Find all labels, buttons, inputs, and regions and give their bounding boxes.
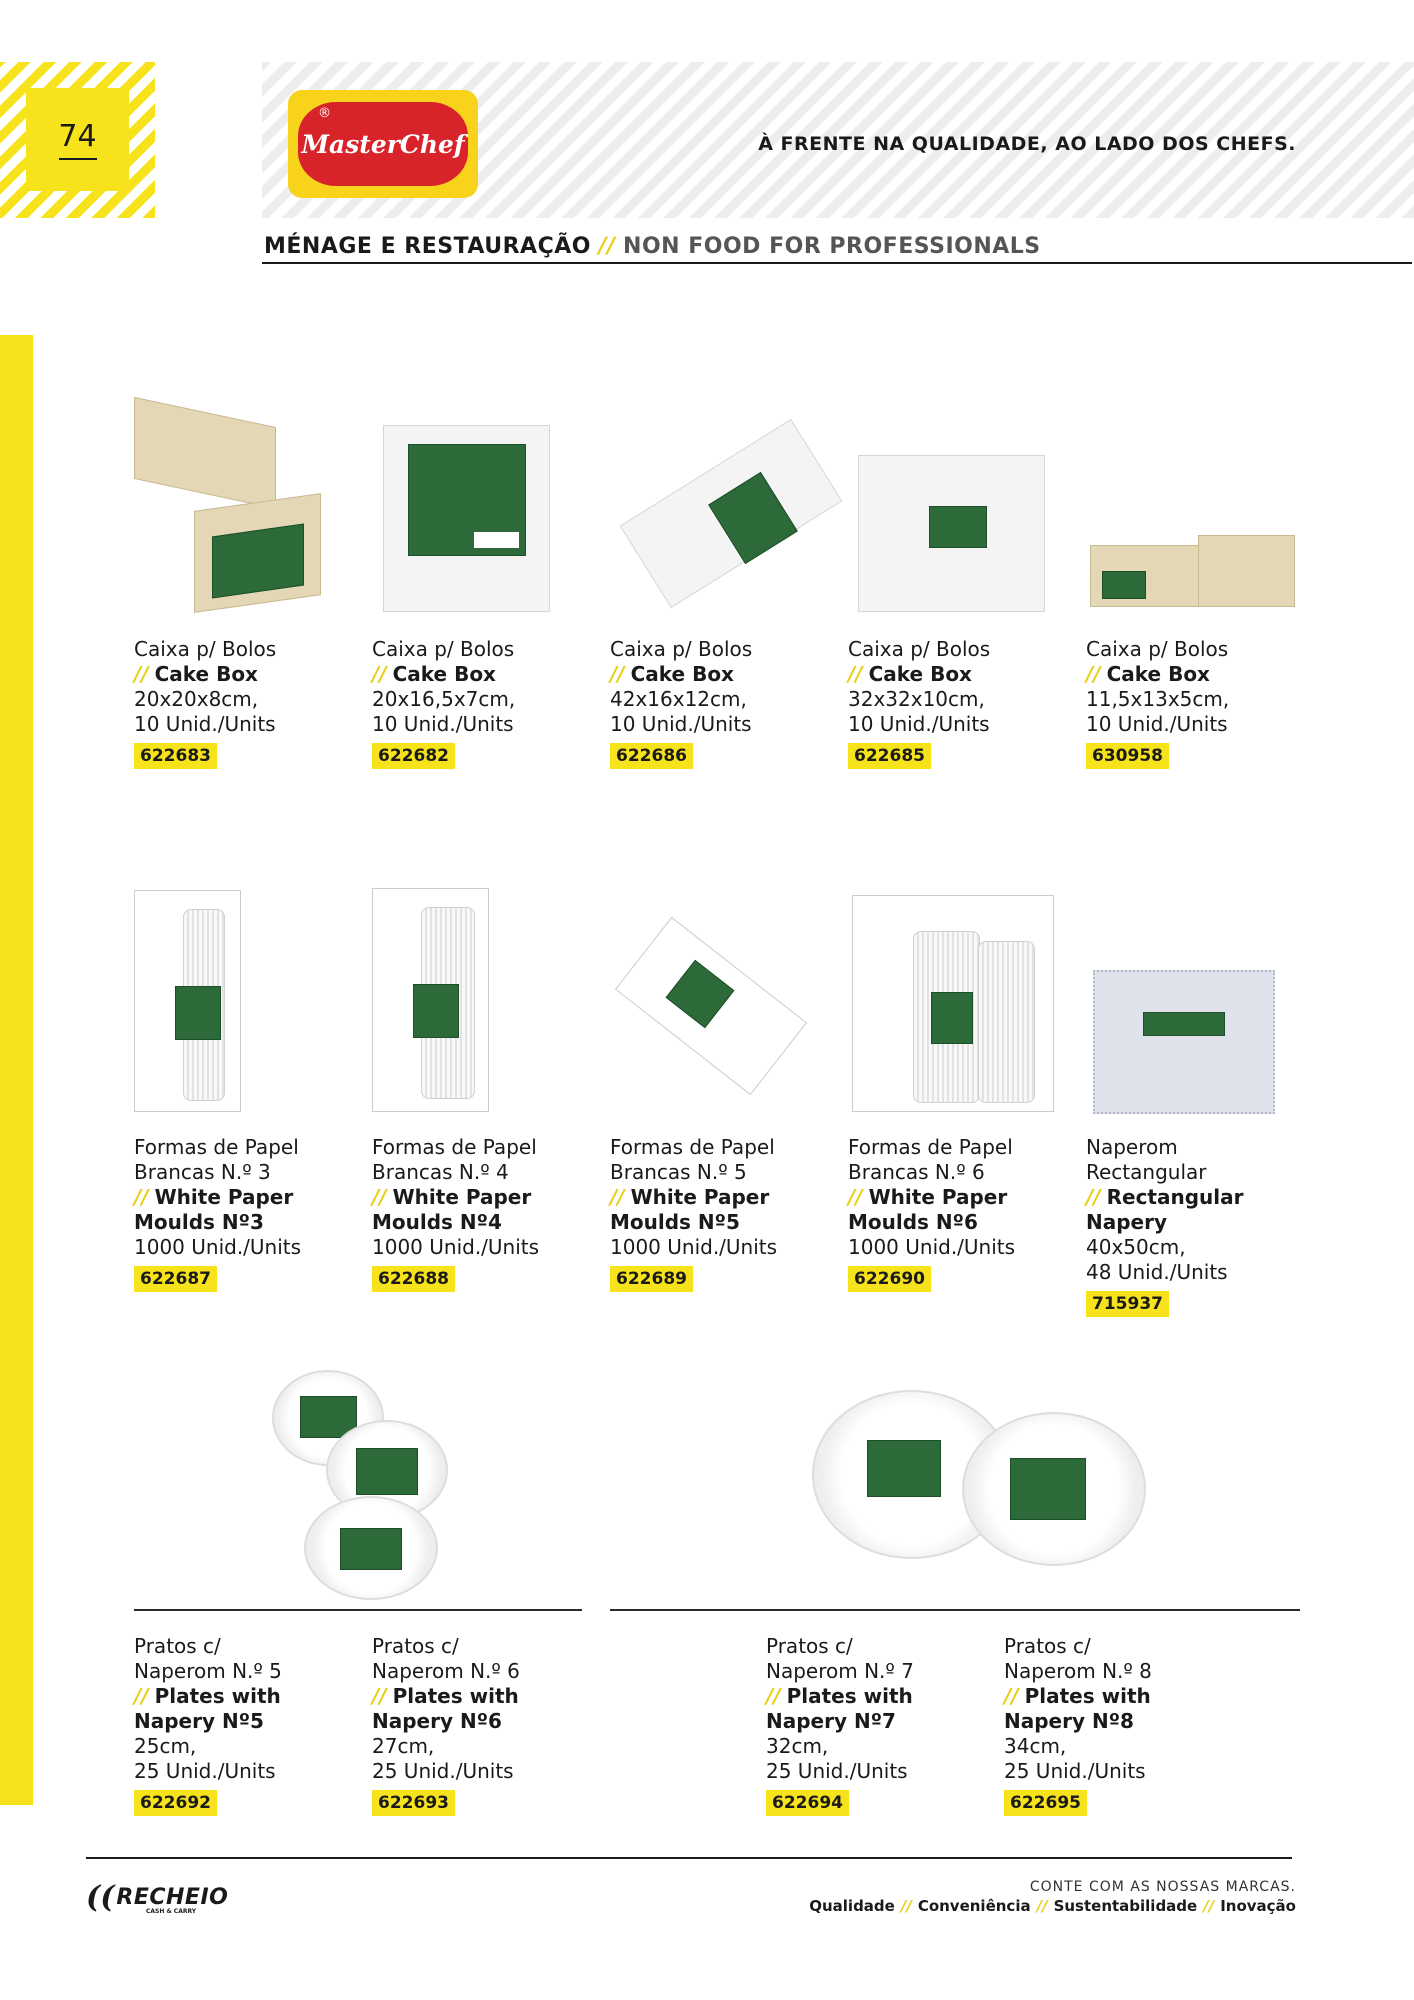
recheio-logo-text: RECHEIO [116, 1885, 229, 1910]
product-name-pt: Naperom N.º 8 [1004, 1659, 1152, 1683]
product-image-white-moulds-5 [605, 920, 800, 1110]
product-name-en: White Paper [868, 1185, 1008, 1209]
value-innovation: Inovação [1220, 1897, 1296, 1915]
value-sustainability: Sustentabilidade [1053, 1897, 1198, 1915]
product-units: 1000 Unid./Units [134, 1235, 302, 1259]
footer-values: Qualidade // Conveniência // Sustentabilidade // Inovação [809, 1897, 1296, 1915]
recheio-logo-sub: CASH & CARRY [146, 1908, 197, 1915]
footer-rule [86, 1857, 1292, 1859]
product-units: 25 Unid./Units [766, 1759, 908, 1783]
section-sub: NON FOOD FOR PROFESSIONALS [623, 234, 1041, 259]
product-size: 40x50cm, [1086, 1235, 1186, 1259]
product-code: 622687 [134, 1266, 217, 1292]
product-units: 25 Unid./Units [134, 1759, 276, 1783]
product-size: 32cm, [766, 1734, 829, 1758]
section-rule [262, 262, 1412, 264]
product-name-pt: Rectangular [1086, 1160, 1207, 1184]
product-622683: Caixa p/ Bolos // Cake Box 20x20x8cm, 10 Unid./Units 622683 [134, 637, 354, 769]
product-name-pt: Pratos c/ [372, 1634, 459, 1658]
product-code: 622685 [848, 743, 931, 769]
product-name-en: Plates with [786, 1684, 913, 1708]
product-code: 622688 [372, 1266, 455, 1292]
product-name-pt: Pratos c/ [766, 1634, 853, 1658]
product-image-cake-box-32x32 [858, 455, 1045, 612]
product-name-pt: Brancas N.º 3 [134, 1160, 271, 1184]
product-622686: Caixa p/ Bolos // Cake Box 42x16x12cm, 10 Unid./Units 622686 [610, 637, 830, 769]
product-name-pt: Brancas N.º 6 [848, 1160, 985, 1184]
page-number-badge [0, 62, 155, 218]
product-622690: Formas de Papel Brancas N.º 6 // White Paper Moulds Nº6 1000 Unid./Units 622690 [848, 1135, 1068, 1292]
product-size: 20x20x8cm, [134, 687, 259, 711]
product-715937: Naperom Rectangular // Rectangular Napery 40x50cm, 48 Unid./Units 715937 [1086, 1135, 1306, 1317]
section-main: MÉNAGE E RESTAURAÇÃO [264, 234, 591, 259]
product-name-pt: Naperom N.º 5 [134, 1659, 282, 1683]
product-name-pt: Brancas N.º 4 [372, 1160, 509, 1184]
product-name-en: Plates with [392, 1684, 519, 1708]
product-name-pt: Naperom N.º 7 [766, 1659, 914, 1683]
product-units: 10 Unid./Units [372, 712, 514, 736]
product-name-en: White Paper [154, 1185, 294, 1209]
product-code: 622692 [134, 1790, 217, 1816]
product-code: 622686 [610, 743, 693, 769]
page-number: 74 [58, 119, 97, 154]
section-title [264, 234, 1041, 259]
product-name-en: Napery Nº8 [1004, 1709, 1134, 1733]
product-units: 10 Unid./Units [134, 712, 276, 736]
product-size: 27cm, [372, 1734, 435, 1758]
product-name-en: Rectangular [1106, 1185, 1244, 1209]
product-name-pt: Formas de Papel [134, 1135, 299, 1159]
product-name-en: Plates with [1024, 1684, 1151, 1708]
product-name-pt: Caixa p/ Bolos [1086, 637, 1229, 661]
product-units: 25 Unid./Units [372, 1759, 514, 1783]
product-name-en: Plates with [154, 1684, 281, 1708]
product-name-en: Moulds Nº5 [610, 1210, 740, 1234]
product-image-plates-7-8 [812, 1390, 1142, 1570]
product-name-en: Napery Nº6 [372, 1709, 502, 1733]
product-622688: Formas de Papel Brancas N.º 4 // White Paper Moulds Nº4 1000 Unid./Units 622688 [372, 1135, 592, 1292]
product-name-en: Napery Nº5 [134, 1709, 264, 1733]
logo-red-oval [298, 102, 468, 186]
footer-brand-values [809, 1879, 1296, 1915]
product-size: 25cm, [134, 1734, 197, 1758]
product-name-pt: Formas de Papel [610, 1135, 775, 1159]
product-code: 622690 [848, 1266, 931, 1292]
registered-mark: ® [318, 106, 331, 121]
product-name-pt: Caixa p/ Bolos [848, 637, 991, 661]
product-name-pt: Pratos c/ [1004, 1634, 1091, 1658]
product-units: 10 Unid./Units [1086, 712, 1228, 736]
page-number-underline [59, 158, 97, 160]
product-units: 48 Unid./Units [1086, 1260, 1228, 1284]
yellow-side-bar [0, 335, 33, 1805]
product-name-en: Moulds Nº6 [848, 1210, 978, 1234]
value-convenience: Conveniência [917, 1897, 1031, 1915]
product-630958: Caixa p/ Bolos // Cake Box 11,5x13x5cm, 10 Unid./Units 630958 [1086, 637, 1306, 769]
tagline: À FRENTE NA QUALIDADE, AO LADO DOS CHEFS. [758, 133, 1296, 155]
product-code: 622683 [134, 743, 217, 769]
product-code: 622694 [766, 1790, 849, 1816]
product-name-en: Napery [1086, 1210, 1168, 1234]
product-name-pt: Pratos c/ [134, 1634, 221, 1658]
product-units: 1000 Unid./Units [848, 1235, 1016, 1259]
product-code: 622682 [372, 743, 455, 769]
product-code: 622695 [1004, 1790, 1087, 1816]
product-image-white-moulds-6 [852, 895, 1054, 1112]
product-units: 25 Unid./Units [1004, 1759, 1146, 1783]
recheio-logo-mark: (( [86, 1880, 115, 1915]
product-image-rectangular-napery [1093, 970, 1275, 1114]
product-size: 20x16,5x7cm, [372, 687, 516, 711]
product-name-pt: Naperom [1086, 1135, 1178, 1159]
product-name-pt: Naperom N.º 6 [372, 1659, 520, 1683]
product-image-white-moulds-4 [372, 888, 489, 1112]
product-622695: Pratos c/ Naperom N.º 8 // Plates with Napery Nº8 34cm, 25 Unid./Units 622695 [1004, 1634, 1224, 1816]
product-name-en: Cake Box [868, 662, 972, 686]
product-code: 622693 [372, 1790, 455, 1816]
plates-divider-left [134, 1609, 582, 1611]
product-name-en: Moulds Nº4 [372, 1210, 502, 1234]
product-units: 1000 Unid./Units [610, 1235, 778, 1259]
product-622685: Caixa p/ Bolos // Cake Box 32x32x10cm, 10 Unid./Units 622685 [848, 637, 1068, 769]
product-units: 10 Unid./Units [848, 712, 990, 736]
product-name-en: White Paper [392, 1185, 532, 1209]
masterchef-logo [288, 90, 478, 198]
product-size: 32x32x10cm, [848, 687, 985, 711]
product-622689: Formas de Papel Brancas N.º 5 // White Paper Moulds Nº5 1000 Unid./Units 622689 [610, 1135, 830, 1292]
product-image-cake-box-11x13 [1090, 535, 1295, 610]
product-name-en: Cake Box [392, 662, 496, 686]
product-code: 622689 [610, 1266, 693, 1292]
product-622687: Formas de Papel Brancas N.º 3 // White Paper Moulds Nº3 1000 Unid./Units 622687 [134, 1135, 354, 1292]
product-size: 11,5x13x5cm, [1086, 687, 1230, 711]
product-name-pt: Formas de Papel [372, 1135, 537, 1159]
product-622694: Pratos c/ Naperom N.º 7 // Plates with Napery Nº7 32cm, 25 Unid./Units 622694 [766, 1634, 986, 1816]
product-image-cake-box-42x16 [610, 415, 835, 610]
recheio-logo [86, 1880, 228, 1915]
product-code: 715937 [1086, 1291, 1169, 1317]
product-name-pt: Formas de Papel [848, 1135, 1013, 1159]
product-units: 10 Unid./Units [610, 712, 752, 736]
product-name-en: Moulds Nº3 [134, 1210, 264, 1234]
product-622693: Pratos c/ Naperom N.º 6 // Plates with Napery Nº6 27cm, 25 Unid./Units 622693 [372, 1634, 592, 1816]
product-name-en: Napery Nº7 [766, 1709, 896, 1733]
plates-divider-right [610, 1609, 1300, 1611]
product-code: 630958 [1086, 743, 1169, 769]
product-name-pt: Brancas N.º 5 [610, 1160, 747, 1184]
product-name-pt: Caixa p/ Bolos [134, 637, 277, 661]
product-image-white-moulds-3 [134, 890, 241, 1112]
product-image-plates-5-6 [270, 1368, 470, 1598]
logo-text: MasterChef [301, 129, 465, 159]
page-number-panel [26, 88, 129, 191]
product-size: 42x16x12cm, [610, 687, 747, 711]
product-name-pt: Caixa p/ Bolos [372, 637, 515, 661]
product-name-en: Cake Box [1106, 662, 1210, 686]
product-name-en: White Paper [630, 1185, 770, 1209]
product-name-pt: Caixa p/ Bolos [610, 637, 753, 661]
product-size: 34cm, [1004, 1734, 1067, 1758]
product-image-cake-box-20x16 [383, 425, 550, 612]
product-units: 1000 Unid./Units [372, 1235, 540, 1259]
product-image-cake-box-20x20 [134, 412, 329, 612]
product-622682: Caixa p/ Bolos // Cake Box 20x16,5x7cm, 10 Unid./Units 622682 [372, 637, 592, 769]
product-622692: Pratos c/ Naperom N.º 5 // Plates with Napery Nº5 25cm, 25 Unid./Units 622692 [134, 1634, 354, 1816]
product-name-en: Cake Box [630, 662, 734, 686]
product-name-en: Cake Box [154, 662, 258, 686]
value-quality: Qualidade [809, 1897, 895, 1915]
footer-headline: CONTE COM AS NOSSAS MARCAS. [1029, 1879, 1296, 1895]
section-separator: // [598, 234, 616, 259]
